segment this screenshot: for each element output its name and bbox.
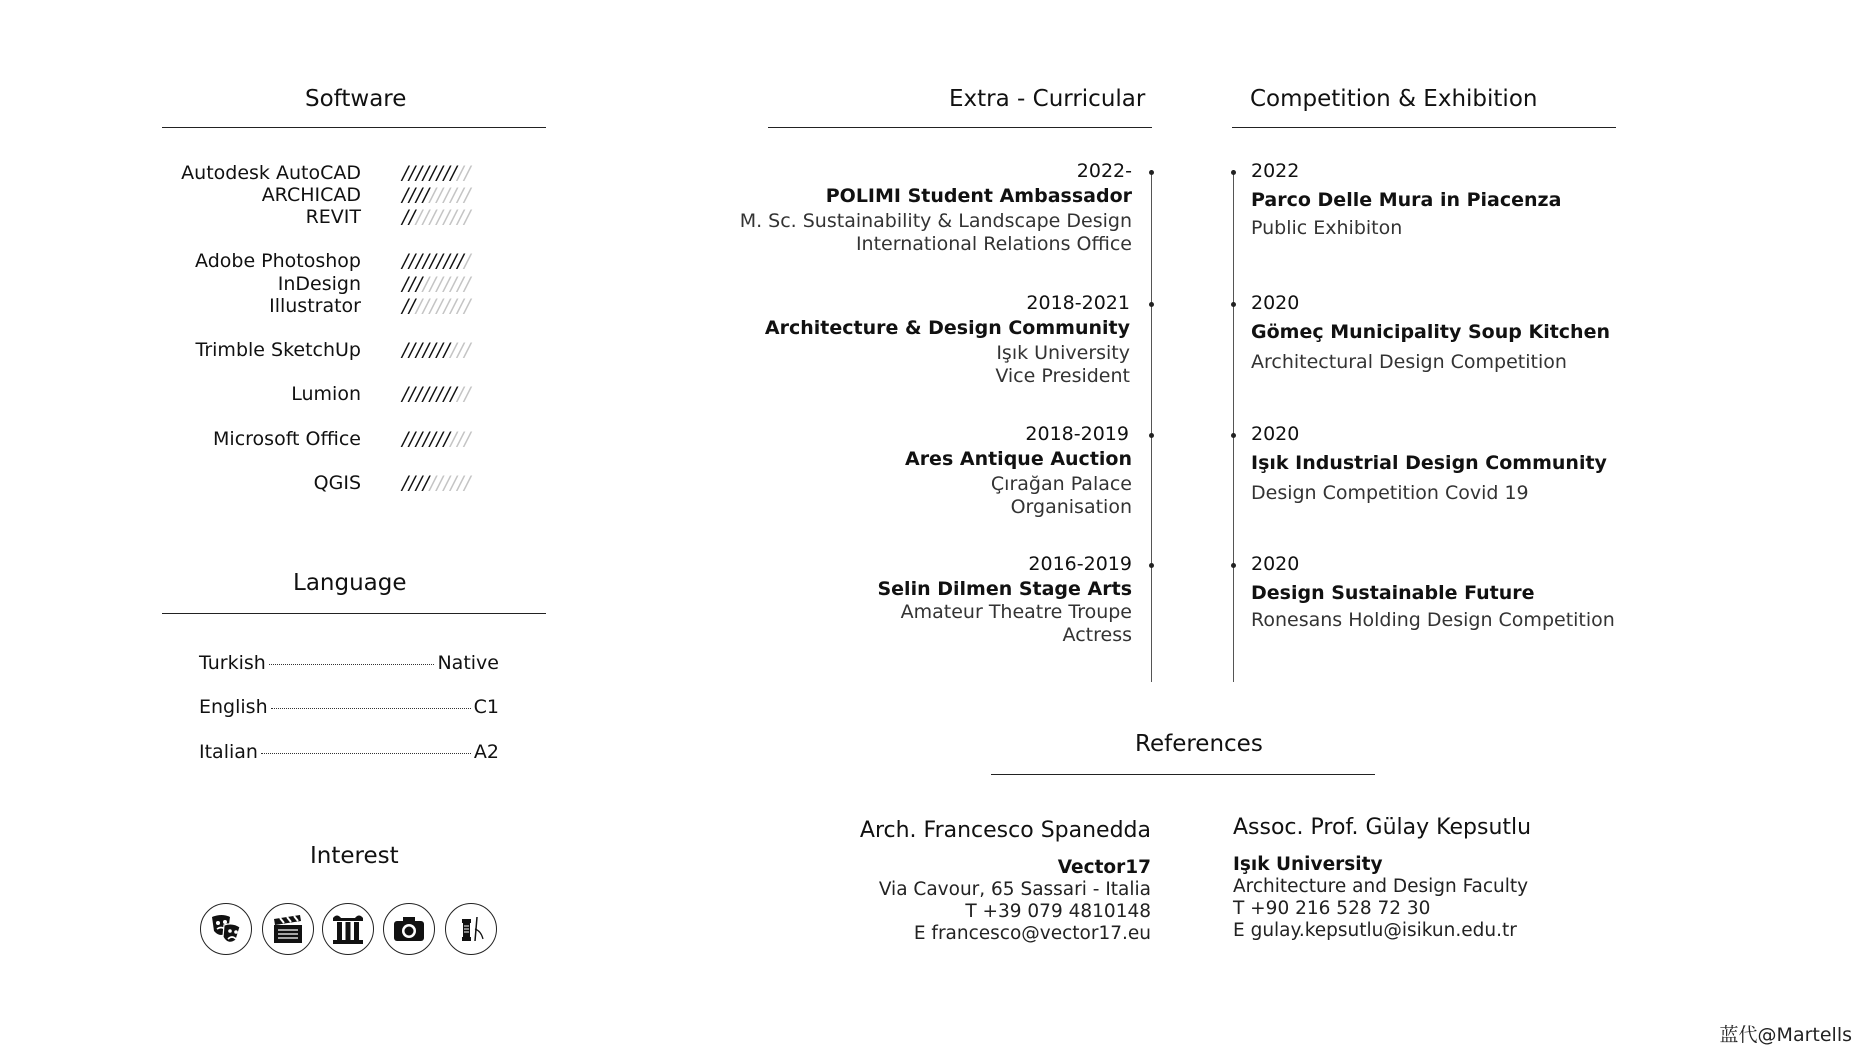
competition-timeline-line: [1233, 170, 1234, 682]
skill-slash-filled: /: [436, 428, 444, 450]
skill-slash-empty: /: [450, 206, 458, 228]
skill-slash-filled: /: [422, 428, 430, 450]
reference-email: E gulay.kepsutlu@isikun.edu.tr: [1233, 920, 1517, 941]
interest-heading: Interest: [310, 843, 399, 869]
language-name: Italian: [199, 741, 258, 763]
reference-name: Arch. Francesco Spanedda: [859, 818, 1151, 843]
software-name: REVIT: [305, 206, 361, 228]
skill-slash-filled: /: [422, 184, 430, 206]
skill-slash-empty: /: [429, 472, 437, 494]
extra-line1: Amateur Theatre Troupe: [900, 601, 1132, 623]
extra-years: 2018-2021: [1026, 292, 1130, 314]
reference-dept: Architecture and Design Faculty: [1233, 876, 1529, 897]
skill-slash-filled: /: [443, 162, 451, 184]
skill-slash-filled: /: [408, 339, 416, 361]
skill-slash-empty: /: [457, 383, 465, 405]
software-level-bar: [402, 383, 471, 405]
skill-slash-filled: /: [415, 250, 423, 272]
extra-line2: Actress: [1062, 624, 1132, 646]
skill-slash-filled: /: [429, 250, 437, 272]
reference-phone: T +39 079 4810148: [965, 901, 1151, 922]
extra-line2: International Relations Office: [855, 233, 1132, 255]
leader-dots: [261, 753, 471, 754]
competition-line1: Public Exhibiton: [1251, 217, 1403, 239]
reference-name: Assoc. Prof. Gülay Kepsutlu: [1233, 815, 1532, 840]
skill-slash-filled: /: [429, 428, 437, 450]
skill-slash-filled: /: [415, 184, 423, 206]
skill-slash-empty: /: [457, 472, 465, 494]
software-level-bar: [402, 184, 471, 206]
theatre-masks-icon: [200, 903, 252, 955]
column-icon: [322, 903, 374, 955]
skill-slash-filled: /: [443, 383, 451, 405]
extra-line1: Çırağan Palace: [990, 473, 1132, 495]
extra-timeline-line: [1151, 170, 1152, 682]
software-name: ARCHICAD: [261, 184, 361, 206]
skill-slash-empty: /: [450, 295, 458, 317]
software-level-bar: [402, 472, 471, 494]
language-name: Turkish: [199, 652, 266, 674]
timeline-dot: [1149, 433, 1154, 438]
skill-slash-filled: /: [402, 383, 409, 405]
competition-line1: Architectural Design Competition: [1251, 351, 1567, 373]
extra-years: 2022-: [1076, 160, 1132, 182]
skill-slash-filled: /: [422, 162, 430, 184]
competition-item: [1251, 292, 1610, 374]
skill-slash-empty: /: [443, 295, 451, 317]
references-heading: References: [1135, 731, 1263, 757]
timeline-dot: [1149, 563, 1154, 568]
software-level-bar: [402, 273, 471, 295]
skill-slash-empty: /: [464, 472, 472, 494]
skill-slash-empty: /: [464, 206, 472, 228]
reference-phone: T +90 216 528 72 30: [1233, 898, 1431, 919]
watermark: 蓝代@Martells: [1719, 1024, 1852, 1046]
language-level: Native: [437, 652, 499, 674]
timeline-dot: [1231, 170, 1236, 175]
skill-slash-empty: /: [457, 295, 465, 317]
skill-slash-empty: /: [429, 206, 437, 228]
extra-item: [905, 423, 1132, 519]
skill-slash-empty: /: [450, 273, 458, 295]
skill-slash-empty: /: [464, 295, 472, 317]
skill-slash-filled: /: [408, 184, 416, 206]
extra-item: [877, 553, 1132, 647]
software-level-bar: [402, 206, 471, 228]
extra-item: [765, 292, 1130, 388]
skill-slash-filled: /: [450, 383, 458, 405]
clapperboard-icon: [262, 903, 314, 955]
skill-slash-filled: /: [450, 250, 458, 272]
skill-slash-filled: /: [457, 250, 465, 272]
skill-slash-empty: /: [464, 162, 472, 184]
references-rule: [991, 774, 1375, 775]
skill-slash-filled: /: [422, 472, 430, 494]
skill-slash-empty: /: [457, 162, 465, 184]
skill-slash-empty: /: [443, 184, 451, 206]
skill-slash-empty: /: [436, 273, 444, 295]
skill-slash-empty: /: [443, 206, 451, 228]
software-level-bar: [402, 295, 471, 317]
skill-slash-filled: /: [415, 339, 423, 361]
language-row: [199, 652, 499, 674]
software-level-bar: [402, 162, 471, 184]
reference-1: [860, 820, 1151, 945]
software-level-bar: [402, 339, 471, 361]
software-rule: [162, 127, 546, 128]
timeline-dot: [1231, 433, 1236, 438]
software-level-bar: [402, 250, 471, 272]
extra-curricular-rule: [768, 127, 1152, 128]
extra-line1: Işık University: [996, 342, 1130, 364]
competition-title: Design Sustainable Future: [1251, 582, 1535, 604]
skill-slash-filled: /: [408, 250, 416, 272]
competition-title: Gömeç Municipality Soup Kitchen: [1251, 321, 1610, 343]
skill-slash-filled: /: [415, 383, 423, 405]
skill-slash-filled: /: [402, 428, 409, 450]
skill-slash-filled: /: [402, 339, 409, 361]
skill-slash-empty: /: [464, 250, 472, 272]
software-name: Microsoft Office: [213, 428, 361, 450]
skill-slash-empty: /: [436, 206, 444, 228]
language-level: C1: [473, 696, 499, 718]
skill-slash-filled: /: [408, 383, 416, 405]
competition-year: 2020: [1251, 423, 1300, 445]
competition-year: 2020: [1251, 292, 1300, 314]
software-level-bar: [402, 428, 471, 450]
competition-heading: Competition & Exhibition: [1250, 86, 1538, 112]
skill-slash-filled: /: [436, 250, 444, 272]
skill-slash-empty: /: [443, 472, 451, 494]
skill-slash-empty: /: [429, 295, 437, 317]
skill-slash-empty: /: [464, 428, 472, 450]
skill-slash-filled: /: [422, 339, 430, 361]
skill-slash-empty: /: [422, 273, 430, 295]
skill-slash-empty: /: [450, 184, 458, 206]
skill-slash-filled: /: [450, 162, 458, 184]
software-name: Trimble SketchUp: [195, 339, 361, 361]
software-heading: Software: [305, 86, 407, 112]
extra-title: POLIMI Student Ambassador: [825, 185, 1132, 207]
reference-org: Işık University: [1233, 854, 1383, 875]
skill-slash-empty: /: [464, 273, 472, 295]
skill-slash-empty: /: [415, 206, 423, 228]
camera-icon: [383, 903, 435, 955]
competition-item: [1251, 160, 1561, 240]
skill-slash-empty: /: [436, 184, 444, 206]
skill-slash-filled: /: [408, 428, 416, 450]
extra-title: Ares Antique Auction: [904, 448, 1132, 470]
reference-org: Vector17: [1057, 857, 1151, 878]
extra-line2: Vice President: [995, 365, 1130, 387]
timeline-dot: [1149, 302, 1154, 307]
language-row: [199, 696, 499, 718]
skill-slash-filled: /: [429, 162, 437, 184]
competition-year: 2022: [1251, 160, 1300, 182]
skill-slash-filled: /: [443, 339, 451, 361]
timeline-dot: [1231, 302, 1236, 307]
competition-title: Parco Delle Mura in Piacenza: [1251, 189, 1562, 211]
skill-slash-empty: /: [436, 472, 444, 494]
extra-title: Architecture & Design Community: [764, 317, 1130, 339]
software-name: Adobe Photoshop: [195, 250, 361, 272]
skill-slash-empty: /: [422, 206, 430, 228]
reference-2: [1233, 817, 1531, 942]
extra-item: [740, 160, 1132, 256]
extra-title: Selin Dilmen Stage Arts: [877, 578, 1132, 600]
extra-years: 2016-2019: [1028, 553, 1132, 575]
skill-slash-empty: /: [457, 339, 465, 361]
competition-year: 2020: [1251, 553, 1300, 575]
skill-slash-filled: /: [402, 472, 409, 494]
extra-curricular-heading: Extra - Curricular: [949, 86, 1146, 112]
skill-slash-filled: /: [408, 162, 416, 184]
skill-slash-empty: /: [464, 339, 472, 361]
language-name: English: [199, 696, 268, 718]
skill-slash-empty: /: [422, 295, 430, 317]
competition-line1: Design Competition Covid 19: [1251, 482, 1529, 504]
skill-slash-filled: /: [422, 250, 430, 272]
reference-email: E francesco@vector17.eu: [913, 923, 1151, 944]
skill-slash-filled: /: [436, 162, 444, 184]
language-level: A2: [473, 741, 499, 763]
skill-slash-empty: /: [415, 295, 423, 317]
skill-slash-empty: /: [450, 472, 458, 494]
skill-slash-filled: /: [402, 184, 409, 206]
skill-slash-empty: /: [457, 428, 465, 450]
leader-dots: [269, 664, 435, 665]
skill-slash-filled: /: [429, 339, 437, 361]
skill-slash-filled: /: [408, 472, 416, 494]
competition-rule: [1232, 127, 1616, 128]
skill-slash-empty: /: [457, 273, 465, 295]
skill-slash-filled: /: [402, 273, 409, 295]
skill-slash-empty: /: [429, 273, 437, 295]
extra-line2: Organisation: [1010, 496, 1132, 518]
extra-line1: M. Sc. Sustainability & Landscape Design: [739, 210, 1132, 232]
sewing-icon: [445, 903, 497, 955]
language-heading: Language: [293, 570, 407, 596]
competition-item: [1251, 553, 1615, 632]
software-name: Illustrator: [269, 295, 361, 317]
skill-slash-filled: /: [415, 428, 423, 450]
skill-slash-filled: /: [402, 162, 409, 184]
skill-slash-filled: /: [408, 273, 416, 295]
skill-slash-filled: /: [415, 162, 423, 184]
software-name: Autodesk AutoCAD: [181, 162, 361, 184]
leader-dots: [271, 708, 471, 709]
skill-slash-filled: /: [402, 206, 409, 228]
skill-slash-filled: /: [402, 295, 409, 317]
skill-slash-empty: /: [457, 206, 465, 228]
skill-slash-filled: /: [408, 295, 416, 317]
software-name: InDesign: [277, 273, 361, 295]
language-rule: [162, 613, 546, 614]
software-name: QGIS: [313, 472, 361, 494]
skill-slash-filled: /: [443, 428, 451, 450]
skill-slash-filled: /: [422, 383, 430, 405]
timeline-dot: [1231, 563, 1236, 568]
skill-slash-empty: /: [450, 339, 458, 361]
skill-slash-filled: /: [415, 472, 423, 494]
skill-slash-empty: /: [450, 428, 458, 450]
skill-slash-empty: /: [443, 273, 451, 295]
skill-slash-empty: /: [429, 184, 437, 206]
language-row: [199, 741, 499, 763]
skill-slash-filled: /: [436, 383, 444, 405]
skill-slash-filled: /: [429, 383, 437, 405]
software-name: Lumion: [291, 383, 361, 405]
timeline-dot: [1149, 170, 1154, 175]
skill-slash-filled: /: [436, 339, 444, 361]
skill-slash-filled: /: [415, 273, 423, 295]
extra-years: 2018-2019: [1025, 423, 1129, 445]
skill-slash-empty: /: [464, 184, 472, 206]
competition-item: [1251, 423, 1607, 505]
skill-slash-empty: /: [464, 383, 472, 405]
skill-slash-empty: /: [436, 295, 444, 317]
competition-line1: Ronesans Holding Design Competition: [1251, 609, 1615, 631]
skill-slash-filled: /: [402, 250, 409, 272]
skill-slash-empty: /: [457, 184, 465, 206]
reference-address: Via Cavour, 65 Sassari - Italia: [878, 879, 1151, 900]
competition-title: Işık Industrial Design Community: [1251, 452, 1607, 474]
skill-slash-filled: /: [408, 206, 416, 228]
skill-slash-filled: /: [443, 250, 451, 272]
